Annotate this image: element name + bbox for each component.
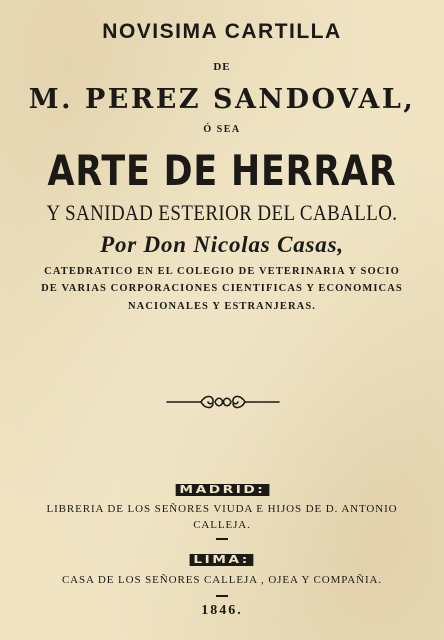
publication-year: 1846. — [201, 603, 243, 618]
divider-dash — [216, 538, 228, 540]
scroll-ornament-icon — [165, 391, 281, 413]
publisher-lima: CASA DE LOS SEÑORES CALLEJA , OJEA Y COMPAÑIA. — [61, 574, 383, 586]
subtitle: Y SANIDAD ESTERIOR DEL CABALLO. — [46, 200, 398, 225]
publisher-madrid-line-2: CALLEJA. — [193, 519, 251, 531]
credentials-line-2: DE VARIAS CORPORACIONES CIENTIFICAS Y ECONOMICAS — [41, 283, 403, 294]
by-line: Por Don Nicolas Casas, — [100, 232, 344, 257]
title-line-1: NOVISIMA CARTILLA — [102, 20, 342, 43]
author-name: M. PEREZ SANDOVAL, — [28, 84, 416, 115]
divider-dash — [216, 595, 228, 597]
imprint-city-madrid — [0, 484, 444, 496]
imprint-city-lima — [0, 554, 444, 566]
main-title: ARTE DE HERRAR — [47, 146, 397, 195]
connector-o-sea: Ó SEA — [203, 124, 241, 135]
title-de: DE — [213, 61, 231, 73]
credentials-line-3: NACIONALES Y ESTRANJERAS. — [127, 301, 317, 312]
city-madrid-label: MADRID: — [175, 484, 268, 496]
credentials-line-1: CATEDRATICO EN EL COLEGIO DE VETERINARIA Y SOCIO — [44, 266, 400, 277]
city-lima-label: LIMA: — [190, 554, 254, 566]
publisher-madrid-line-1: LIBRERIA DE LOS SEÑORES VIUDA E HIJOS DE D. ANTONIO — [46, 503, 398, 515]
